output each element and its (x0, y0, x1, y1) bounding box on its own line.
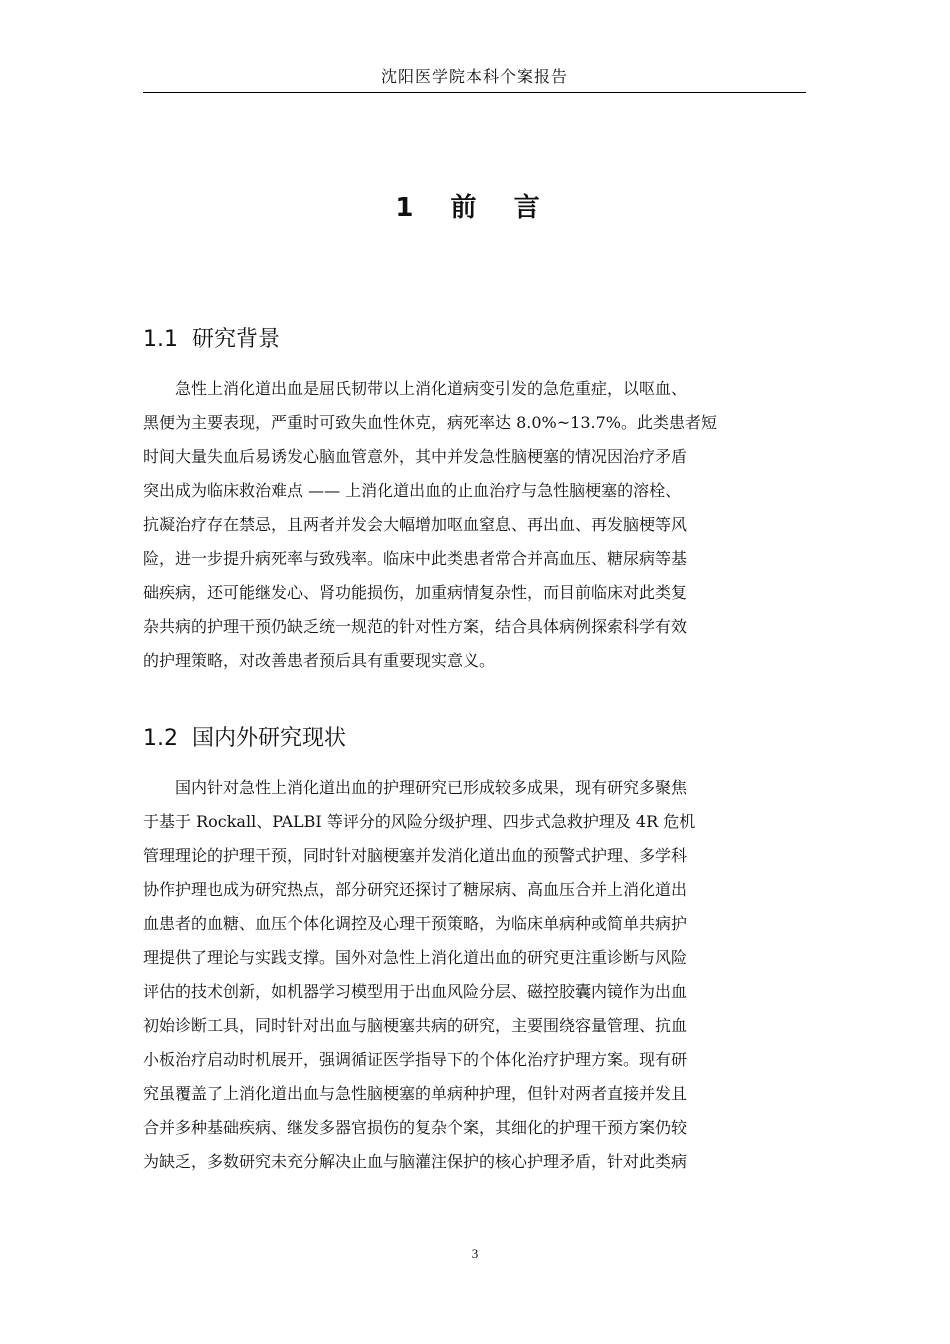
paragraph-line: 急性上消化道出血是屈氏韧带以上消化道病变引发的急危重症，以呕血、 (175, 379, 688, 398)
paragraph-line: 小板治疗启动时机展开，强调循证医学指导下的个体化治疗护理方案。现有研 (143, 1050, 688, 1069)
paragraph-line: 国内针对急性上消化道出血的护理研究已形成较多成果，现有研究多聚焦 (175, 778, 688, 797)
paragraph-line: 理提供了理论与实践支撑。国外对急性上消化道出血的研究更注重诊断与风险 (143, 948, 688, 967)
section-heading-1-1 (143, 323, 280, 357)
paragraph-line: 合并多种基础疾病、继发多器官损伤的复杂个案，其细化的护理干预方案仍较 (143, 1118, 688, 1137)
paragraph-line: 础疾病，还可能继发心、肾功能损伤，加重病情复杂性，而目前临床对此类复 (143, 583, 688, 602)
section-number: 1.1 (143, 327, 178, 352)
paragraph-line: 为缺乏，多数研究未充分解决止血与脑灌注保护的核心护理矛盾，针对此类病 (143, 1152, 688, 1171)
paragraph-line: 时间大量失血后易诱发心脑血管意外，其中并发急性脑梗塞的情况因治疗矛盾 (143, 447, 688, 466)
paragraph-line: 杂共病的护理干预仍缺乏统一规范的针对性方案，结合具体病例探索科学有效 (143, 617, 688, 636)
paragraph-line: 险，进一步提升病死率与致残率。临床中此类患者常合并高血压、糖尿病等基 (143, 549, 688, 568)
chapter-title: 1 前 言 (395, 193, 554, 223)
paragraph-line: 黑便为主要表现，严重时可致失血性休克，病死率达 8.0%~13.7%。此类患者短 (143, 413, 717, 432)
paragraph-line: 的护理策略，对改善患者预后具有重要现实意义。 (143, 651, 496, 670)
paragraph-line: 抗凝治疗存在禁忌，且两者并发会大幅增加呕血窒息、再出血、再发脑梗等风 (143, 515, 688, 534)
section-title: 国内外研究现状 (192, 726, 347, 751)
paragraph-line: 评估的技术创新，如机器学习模型用于出血风险分层、磁控胶囊内镜作为出血 (143, 982, 688, 1001)
paragraph-research-status (143, 771, 806, 1179)
header-title: 沈阳医学院本科个案报告 (380, 67, 568, 86)
paragraph-line: 初始诊断工具，同时针对出血与脑梗塞共病的研究，主要围绕容量管理、抗血 (143, 1016, 688, 1035)
paragraph-line: 究虽覆盖了上消化道出血与急性脑梗塞的单病种护理，但针对两者直接并发且 (143, 1084, 688, 1103)
paragraph-line: 管理理论的护理干预，同时针对脑梗塞并发消化道出血的预警式护理、多学科 (143, 846, 688, 865)
section-number: 1.2 (143, 726, 178, 751)
page-header (143, 64, 806, 93)
paragraph-line: 突出成为临床救治难点 —— 上消化道出血的止血治疗与急性脑梗塞的溶栓、 (143, 481, 682, 500)
page-number: 3 (471, 1246, 479, 1261)
paragraph-line: 协作护理也成为研究热点，部分研究还探讨了糖尿病、高血压合并上消化道出 (143, 880, 688, 899)
paragraph-line: 血患者的血糖、血压个体化调控及心理干预策略，为临床单病种或简单共病护 (143, 914, 688, 933)
paragraph-research-background (143, 372, 806, 678)
section-heading-1-2 (143, 722, 346, 756)
paragraph-line: 于基于 Rockall、PALBI 等评分的风险分级护理、四步式急救护理及 4R 危机 (143, 812, 696, 831)
section-title: 研究背景 (192, 327, 281, 352)
